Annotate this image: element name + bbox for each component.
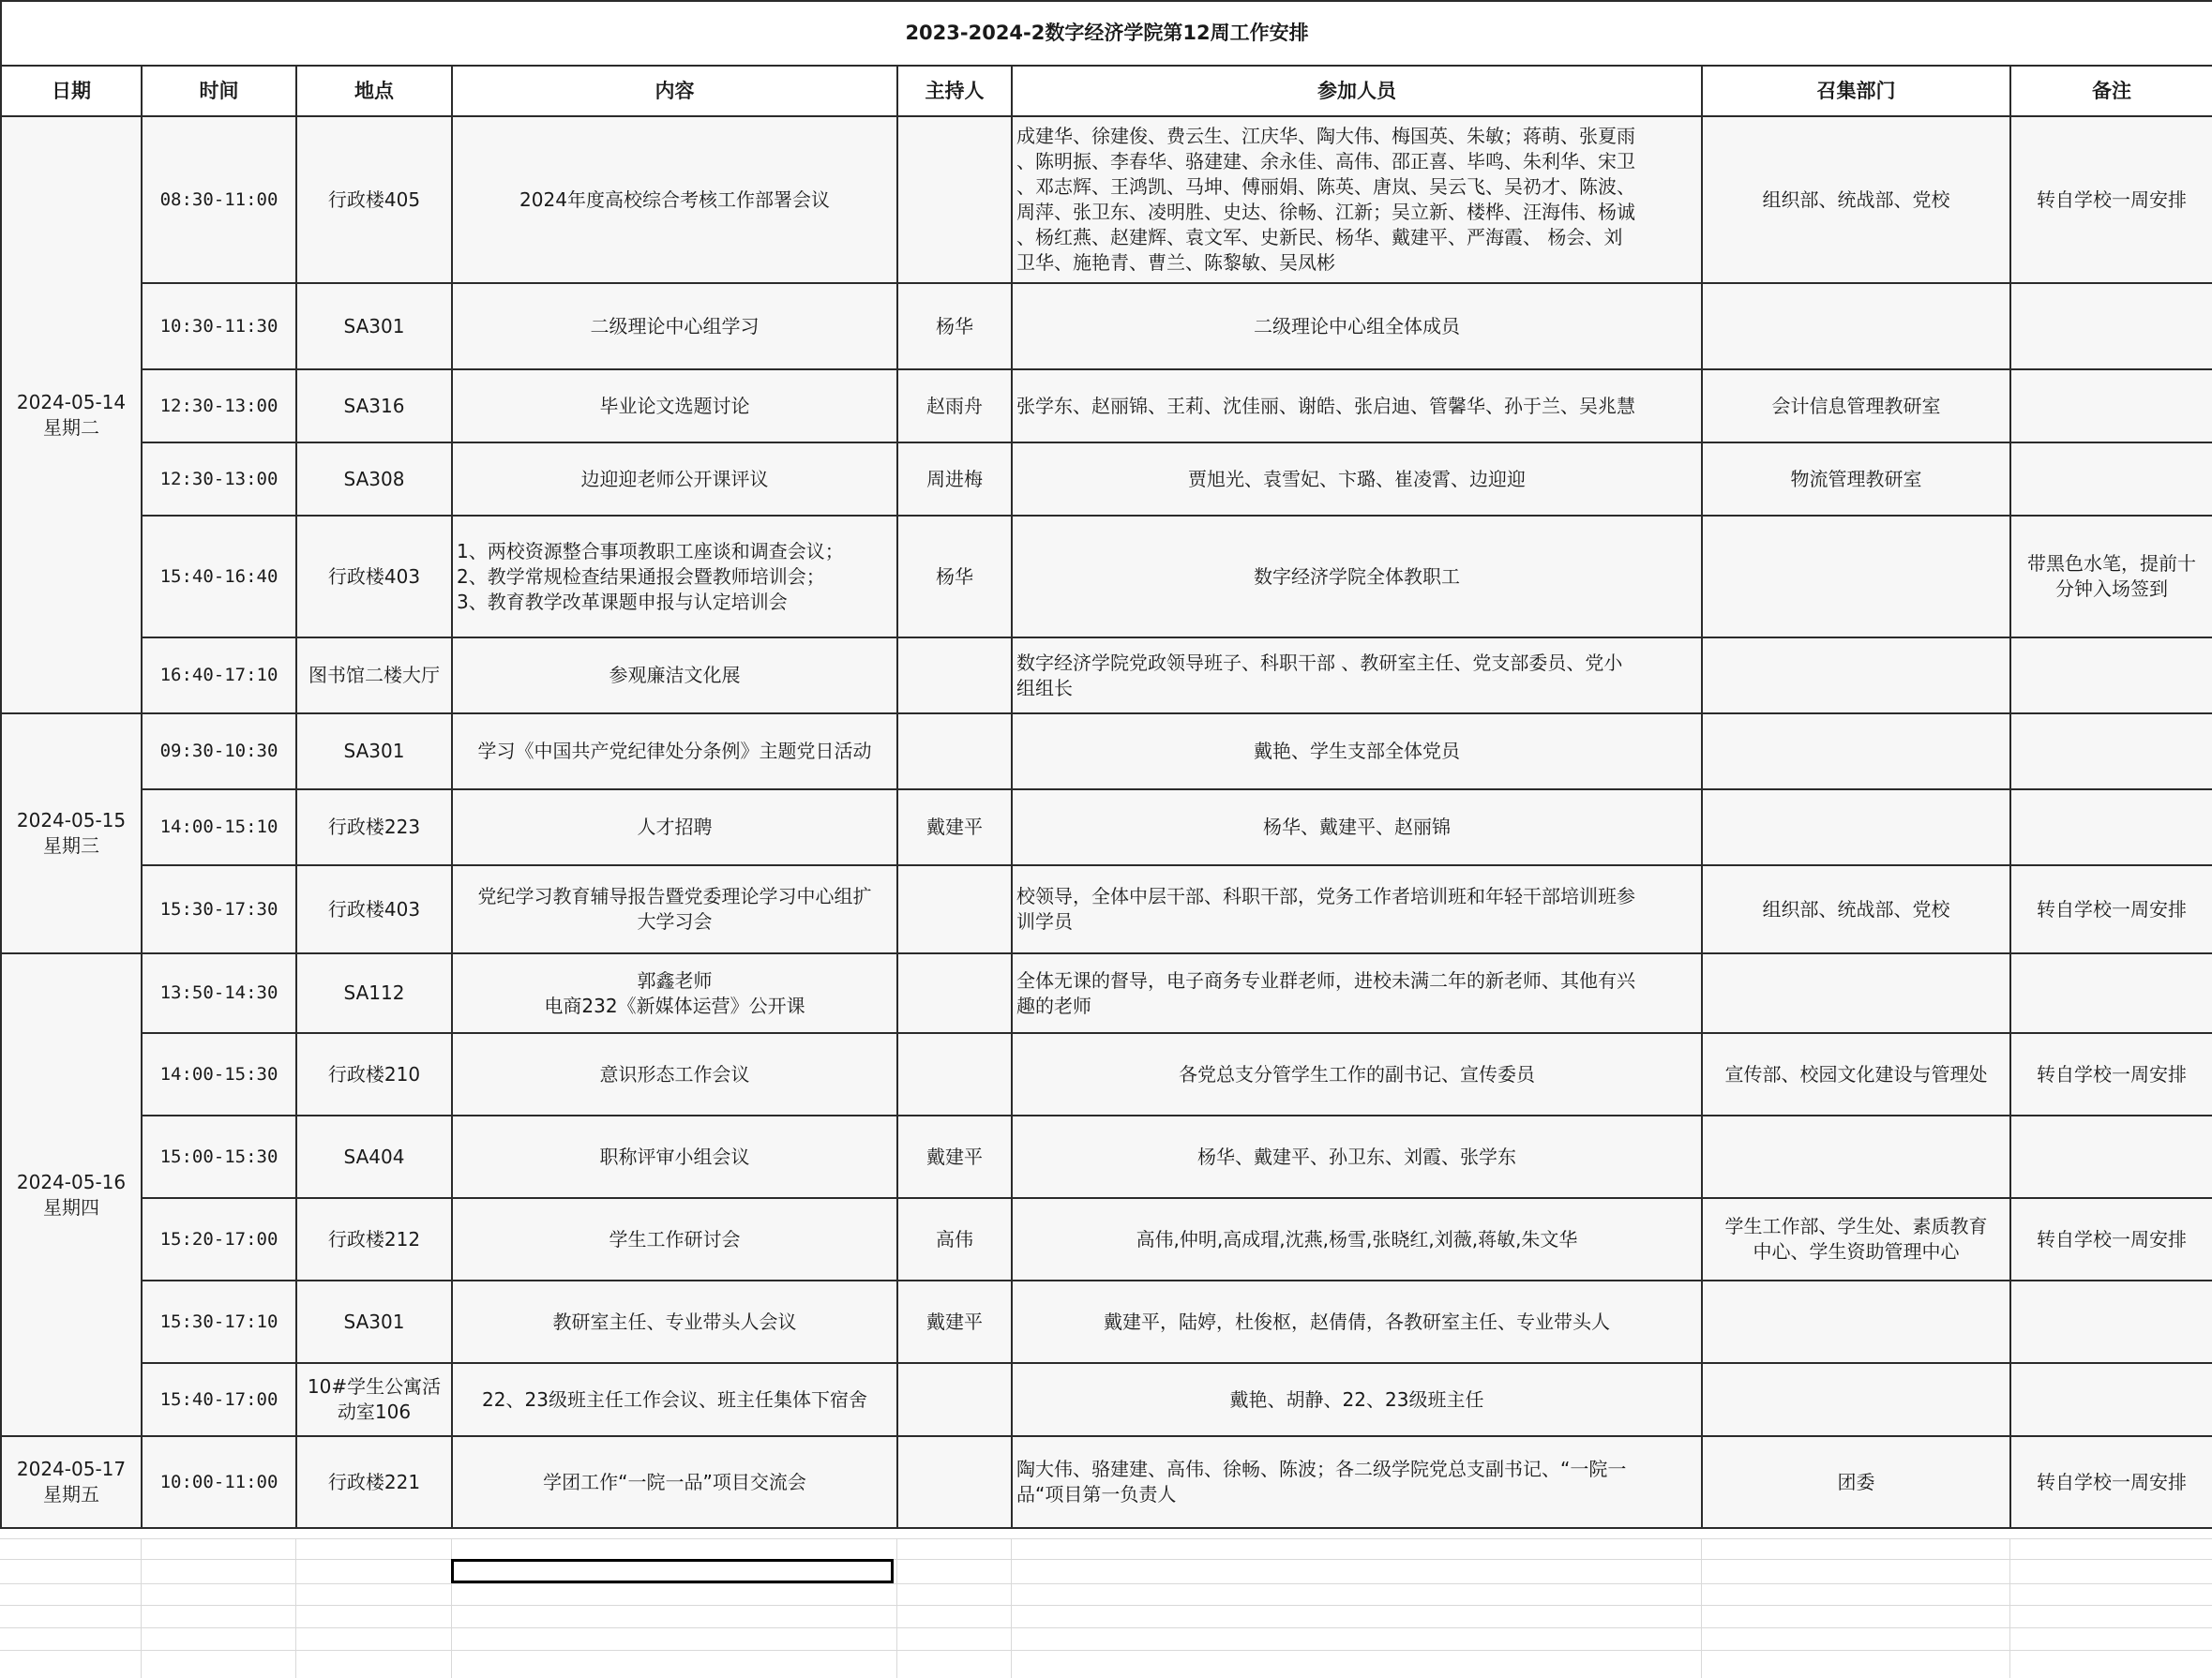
weekday-text: 星期二	[43, 415, 99, 439]
content-cell[interactable]	[452, 516, 897, 637]
attendees-cell[interactable]	[1012, 442, 1702, 516]
host-cell[interactable]: 杨华	[897, 516, 1012, 637]
location-cell[interactable]: 行政楼405	[296, 116, 452, 283]
attendees-cell-line: 数字经济学院党政领导班子、科职干部 、教研室主任、党支部委员、党小	[1016, 651, 1623, 674]
time-cell[interactable]: 15:30-17:10	[142, 1281, 296, 1363]
content-cell[interactable]	[452, 1281, 897, 1363]
table-row	[1, 713, 2212, 789]
attendees-cell[interactable]	[1012, 1116, 1702, 1198]
content-cell[interactable]	[452, 1116, 897, 1198]
attendees-cell[interactable]	[1012, 283, 1702, 369]
dept-cell[interactable]	[1702, 516, 2010, 637]
host-cell[interactable]	[897, 637, 1012, 713]
content-cell[interactable]	[452, 637, 897, 713]
content-cell[interactable]	[452, 1436, 897, 1528]
dept-cell[interactable]	[1702, 637, 2010, 713]
content-cell-line: 毕业论文选题讨论	[599, 394, 750, 417]
attendees-cell-line: 、杨红燕、赵建辉、袁文军、史新民、杨华、戴建平、严海霞、 杨会、刘	[1016, 226, 1623, 248]
host-cell[interactable]	[897, 116, 1012, 283]
attendees-cell-line: 张学东、赵丽锦、王莉、沈佳丽、谢皓、张启迪、管馨华、孙于兰、吴兆慧	[1016, 394, 1635, 417]
attendees-cell-line: 成建华、徐建俊、费云生、江庆华、陶大伟、梅国英、朱敏；蒋萌、张夏雨	[1016, 125, 1635, 147]
location-cell[interactable]: SA316	[296, 369, 452, 442]
note-cell-line: 转自学校一周安排	[2037, 1227, 2188, 1251]
note-cell[interactable]	[2010, 283, 2212, 369]
note-cell-line: 转自学校一周安排	[2037, 897, 2188, 921]
time-cell[interactable]: 09:30-10:30	[142, 713, 296, 789]
content-cell[interactable]	[452, 116, 897, 283]
date-cell[interactable]	[1, 116, 142, 713]
content-cell-line: 职称评审小组会议	[599, 1145, 750, 1168]
note-cell[interactable]	[2010, 789, 2212, 865]
grid-line	[896, 1538, 897, 1678]
attendees-cell-line: 贾旭光、袁雪妃、卞璐、崔凌霄、边迎迎	[1188, 467, 1526, 490]
table-row	[1, 442, 2212, 516]
table-row	[1, 1198, 2212, 1281]
dept-cell[interactable]	[1702, 116, 2010, 283]
note-cell[interactable]	[2010, 1033, 2212, 1116]
host-cell[interactable]: 高伟	[897, 1198, 1012, 1281]
note-cell[interactable]	[2010, 516, 2212, 637]
dept-cell[interactable]	[1702, 442, 2010, 516]
grid-line	[0, 1538, 2212, 1539]
content-cell-line: 学团工作“一院一品”项目交流会	[543, 1470, 806, 1493]
note-cell[interactable]	[2010, 637, 2212, 713]
dept-cell[interactable]	[1702, 1198, 2010, 1281]
attendees-cell[interactable]	[1012, 1436, 1702, 1528]
dept-cell[interactable]	[1702, 713, 2010, 789]
note-cell[interactable]	[2010, 116, 2212, 283]
dept-cell[interactable]	[1702, 369, 2010, 442]
location-cell[interactable]: 行政楼223	[296, 789, 452, 865]
content-cell[interactable]	[452, 1033, 897, 1116]
location-cell[interactable]: SA404	[296, 1116, 452, 1198]
location-cell-line: 10#学生公寓活	[307, 1375, 442, 1398]
attendees-cell-line: 品“项目第一负责人	[1016, 1483, 1177, 1506]
grid-line	[0, 1605, 2212, 1606]
attendees-cell-line: 数字经济学院全体教职工	[1254, 564, 1460, 588]
dept-cell[interactable]	[1702, 1363, 2010, 1436]
note-cell[interactable]	[2010, 442, 2212, 516]
host-cell[interactable]: 戴建平	[897, 1281, 1012, 1363]
note-cell[interactable]	[2010, 1198, 2212, 1281]
dept-cell-line: 物流管理教研室	[1790, 467, 1922, 490]
location-cell[interactable]: 行政楼221	[296, 1436, 452, 1528]
location-cell[interactable]: 行政楼403	[296, 865, 452, 953]
note-cell[interactable]	[2010, 1436, 2212, 1528]
content-cell-line: 2024年度高校综合考核工作部署会议	[519, 187, 830, 211]
note-cell[interactable]	[2010, 1281, 2212, 1363]
weekday-text: 星期三	[43, 834, 99, 857]
host-cell[interactable]	[897, 953, 1012, 1033]
sheet-title[interactable]: 2023-2024-2数字经济学院第12周工作安排	[1, 1, 2212, 66]
content-cell-line: 大学习会	[637, 910, 713, 933]
attendees-cell-line: 校领导，全体中层干部、科职干部，党务工作者培训班和年轻干部培训班参	[1016, 885, 1635, 907]
dept-cell[interactable]	[1702, 1436, 2010, 1528]
attendees-cell[interactable]	[1012, 1281, 1702, 1363]
note-cell[interactable]	[2010, 865, 2212, 953]
dept-cell[interactable]	[1702, 1033, 2010, 1116]
dept-cell-line: 中心、学生资助管理中心	[1753, 1240, 1960, 1263]
date-text: 2024-05-14	[16, 390, 127, 413]
host-cell[interactable]: 周进梅	[897, 442, 1012, 516]
date-text: 2024-05-15	[16, 809, 127, 832]
header-date[interactable]: 日期	[1, 66, 142, 116]
date-cell[interactable]	[1, 713, 142, 953]
note-cell-line: 转自学校一周安排	[2037, 1470, 2188, 1493]
selected-cell[interactable]	[451, 1559, 894, 1583]
table-row	[1, 953, 2212, 1033]
content-cell-line: 边迎迎老师公开课评议	[580, 467, 769, 490]
location-cell[interactable]: SA308	[296, 442, 452, 516]
attendees-cell-line: 卫华、施艳青、曹兰、陈黎敏、吴凤彬	[1016, 251, 1335, 274]
attendees-cell[interactable]	[1012, 1198, 1702, 1281]
table-row	[1, 1436, 2212, 1528]
content-cell-line: 二级理论中心组学习	[590, 314, 760, 337]
attendees-cell-line: 、陈明振、李春华、骆建建、余永佳、高伟、邵正喜、毕鸣、朱利华、宋卫	[1016, 150, 1635, 172]
grid-line	[295, 1538, 296, 1678]
attendees-cell[interactable]	[1012, 369, 1702, 442]
attendees-cell-line: 各党总支分管学生工作的副书记、宣传委员	[1179, 1062, 1535, 1086]
attendees-cell[interactable]	[1012, 1033, 1702, 1116]
content-cell-line: 22、23级班主任工作会议、班主任集体下宿舍	[482, 1387, 867, 1411]
time-cell[interactable]: 15:30-17:30	[142, 865, 296, 953]
dept-cell[interactable]	[1702, 1281, 2010, 1363]
content-cell[interactable]	[452, 1198, 897, 1281]
attendees-cell[interactable]	[1012, 865, 1702, 953]
attendees-cell[interactable]	[1012, 1363, 1702, 1436]
table-row	[1, 116, 2212, 283]
header-content[interactable]: 内容	[452, 66, 897, 116]
weekday-text: 星期五	[43, 1483, 99, 1506]
content-cell-line: 党纪学习教育辅导报告暨党委理论学习中心组扩	[477, 885, 872, 907]
date-cell[interactable]	[1, 1436, 142, 1528]
dept-cell[interactable]	[1702, 789, 2010, 865]
header-row	[1, 66, 2212, 116]
location-cell[interactable]: 行政楼403	[296, 516, 452, 637]
time-cell[interactable]: 12:30-13:00	[142, 442, 296, 516]
attendees-cell-line: 周萍、张卫东、凌明胜、史达、徐畅、江新；吴立新、楼桦、汪海伟、杨诚	[1016, 201, 1635, 223]
grid-line	[0, 1583, 2212, 1584]
attendees-cell[interactable]	[1012, 789, 1702, 865]
note-cell[interactable]	[2010, 713, 2212, 789]
header-note[interactable]: 备注	[2010, 66, 2212, 116]
grid-line	[141, 1538, 142, 1678]
dept-cell-line: 组织部、统战部、党校	[1762, 187, 1950, 211]
content-cell-line: 意识形态工作会议	[599, 1062, 750, 1086]
location-cell[interactable]: SA301	[296, 283, 452, 369]
header-host[interactable]: 主持人	[897, 66, 1012, 116]
location-cell[interactable]: 行政楼212	[296, 1198, 452, 1281]
table-row	[1, 283, 2212, 369]
dept-cell-line: 学生工作部、学生处、素质教育	[1724, 1215, 1988, 1237]
content-cell[interactable]	[452, 442, 897, 516]
dept-cell[interactable]	[1702, 1116, 2010, 1198]
host-cell[interactable]	[897, 713, 1012, 789]
time-cell[interactable]: 15:40-16:40	[142, 516, 296, 637]
dept-cell[interactable]	[1702, 953, 2010, 1033]
attendees-cell-line: 全体无课的督导，电子商务专业群老师，进校未满二年的新老师、其他有兴	[1016, 968, 1635, 992]
content-cell-line: 1、两校资源整合事项教职工座谈和调查会议；	[457, 539, 844, 562]
grid-line	[1701, 1538, 1702, 1678]
note-cell-line: 带黑色水笔，提前十	[2027, 552, 2197, 575]
grid-line	[2009, 1538, 2010, 1678]
attendees-cell-line: 戴艳、学生支部全体党员	[1254, 740, 1460, 762]
attendees-cell-line: 训学员	[1016, 910, 1073, 933]
weekday-text: 星期四	[43, 1195, 99, 1219]
grid-line	[0, 1650, 2212, 1651]
location-cell[interactable]	[296, 1363, 452, 1436]
grid-line	[0, 1627, 2212, 1628]
attendees-cell-line: 戴艳、胡静、22、23级班主任	[1229, 1387, 1484, 1411]
content-cell-line: 3、教育教学改革课题申报与认定培训会	[457, 590, 788, 613]
attendees-cell-line: 陶大伟、骆建建、高伟、徐畅、陈波；各二级学院党总支副书记、“一院一	[1016, 1458, 1627, 1480]
date-text: 2024-05-17	[16, 1458, 127, 1480]
content-cell-line: 2、教学常规检查结果通报会暨教师培训会；	[457, 564, 825, 588]
time-cell[interactable]: 10:00-11:00	[142, 1436, 296, 1528]
content-cell[interactable]	[452, 865, 897, 953]
note-cell[interactable]	[2010, 1116, 2212, 1198]
time-cell[interactable]: 15:00-15:30	[142, 1116, 296, 1198]
table-row	[1, 1281, 2212, 1363]
attendees-cell-line: 组组长	[1016, 676, 1073, 699]
host-cell[interactable]: 杨华	[897, 283, 1012, 369]
grid-line	[0, 1559, 2212, 1560]
time-cell[interactable]: 10:30-11:30	[142, 283, 296, 369]
header-time[interactable]: 时间	[142, 66, 296, 116]
location-cell[interactable]: SA112	[296, 953, 452, 1033]
time-cell[interactable]: 15:40-17:00	[142, 1363, 296, 1436]
note-cell[interactable]	[2010, 1363, 2212, 1436]
content-cell-line: 人才招聘	[637, 816, 713, 838]
table-row	[1, 369, 2212, 442]
attendees-cell-line: 戴建平，陆婷，杜俊枢，赵倩倩，各教研室主任、专业带头人	[1104, 1310, 1610, 1333]
content-cell-line: 郭鑫老师	[637, 968, 713, 992]
content-cell-line: 参观廉洁文化展	[609, 664, 741, 686]
note-cell[interactable]	[2010, 953, 2212, 1033]
dept-cell[interactable]	[1702, 283, 2010, 369]
attendees-cell[interactable]	[1012, 116, 1702, 283]
note-cell[interactable]	[2010, 369, 2212, 442]
host-cell[interactable]	[897, 1436, 1012, 1528]
table-row	[1, 1116, 2212, 1198]
attendees-cell-line: 趣的老师	[1016, 994, 1091, 1017]
time-cell[interactable]: 16:40-17:10	[142, 637, 296, 713]
host-cell[interactable]	[897, 865, 1012, 953]
location-cell-line: 动室106	[337, 1401, 412, 1423]
attendees-cell-line: 二级理论中心组全体成员	[1254, 314, 1460, 337]
location-cell[interactable]: SA301	[296, 1281, 452, 1363]
attendees-cell-line: 、邓志辉、王鸿凯、马坤、傅丽娟、陈英、唐岚、吴云飞、吴礽才、陈波、	[1016, 175, 1635, 198]
content-cell[interactable]	[452, 1363, 897, 1436]
table-row	[1, 865, 2212, 953]
header-dept[interactable]: 召集部门	[1702, 66, 2010, 116]
time-cell[interactable]: 14:00-15:10	[142, 789, 296, 865]
header-attendees[interactable]: 参加人员	[1012, 66, 1702, 116]
header-location[interactable]: 地点	[296, 66, 452, 116]
time-cell[interactable]: 14:00-15:30	[142, 1033, 296, 1116]
content-cell[interactable]	[452, 713, 897, 789]
note-cell-line: 转自学校一周安排	[2037, 187, 2188, 211]
table-row	[1, 789, 2212, 865]
host-cell[interactable]	[897, 1033, 1012, 1116]
attendees-cell[interactable]	[1012, 713, 1702, 789]
table-row	[1, 1033, 2212, 1116]
attendees-cell[interactable]	[1012, 637, 1702, 713]
time-cell[interactable]: 08:30-11:00	[142, 116, 296, 283]
date-cell[interactable]	[1, 953, 142, 1436]
attendees-cell-line: 杨华、戴建平、孙卫东、刘霞、张学东	[1197, 1145, 1516, 1168]
dept-cell-line: 组织部、统战部、党校	[1762, 897, 1950, 921]
dept-cell-line: 会计信息管理教研室	[1771, 394, 1941, 417]
content-cell[interactable]	[452, 369, 897, 442]
attendees-cell[interactable]	[1012, 953, 1702, 1033]
attendees-cell[interactable]	[1012, 516, 1702, 637]
dept-cell-line: 宣传部、校园文化建设与管理处	[1724, 1062, 1988, 1086]
host-cell[interactable]	[897, 1363, 1012, 1436]
content-cell[interactable]	[452, 283, 897, 369]
date-text: 2024-05-16	[16, 1170, 127, 1193]
table-row	[1, 516, 2212, 637]
host-cell[interactable]: 戴建平	[897, 1116, 1012, 1198]
attendees-cell-line: 高伟,仲明,高成瑁,沈燕,杨雪,张晓红,刘薇,蒋敏,朱文华	[1136, 1227, 1578, 1251]
content-cell[interactable]	[452, 789, 897, 865]
dept-cell[interactable]	[1702, 865, 2010, 953]
table-row	[1, 637, 2212, 713]
time-cell[interactable]: 15:20-17:00	[142, 1198, 296, 1281]
attendees-cell-line: 杨华、戴建平、赵丽锦	[1263, 816, 1451, 838]
location-cell[interactable]: SA301	[296, 713, 452, 789]
content-cell[interactable]	[452, 953, 897, 1033]
content-cell-line: 教研室主任、专业带头人会议	[552, 1310, 797, 1333]
note-cell-line: 分钟入场签到	[2055, 577, 2169, 600]
dept-cell-line: 团委	[1837, 1470, 1875, 1493]
content-cell-line: 学生工作研讨会	[609, 1227, 741, 1251]
time-cell[interactable]: 12:30-13:00	[142, 369, 296, 442]
note-cell-line: 转自学校一周安排	[2037, 1062, 2188, 1086]
location-cell[interactable]: 图书馆二楼大厅	[296, 637, 452, 713]
content-cell-line: 学习《中国共产党纪律处分条例》主题党日活动	[477, 740, 872, 762]
content-cell-line: 电商232《新媒体运营》公开课	[544, 994, 805, 1017]
host-cell[interactable]: 赵雨舟	[897, 369, 1012, 442]
table-row	[1, 1363, 2212, 1436]
time-cell[interactable]: 13:50-14:30	[142, 953, 296, 1033]
location-cell[interactable]: 行政楼210	[296, 1033, 452, 1116]
host-cell[interactable]: 戴建平	[897, 789, 1012, 865]
grid-line	[1011, 1538, 1012, 1678]
